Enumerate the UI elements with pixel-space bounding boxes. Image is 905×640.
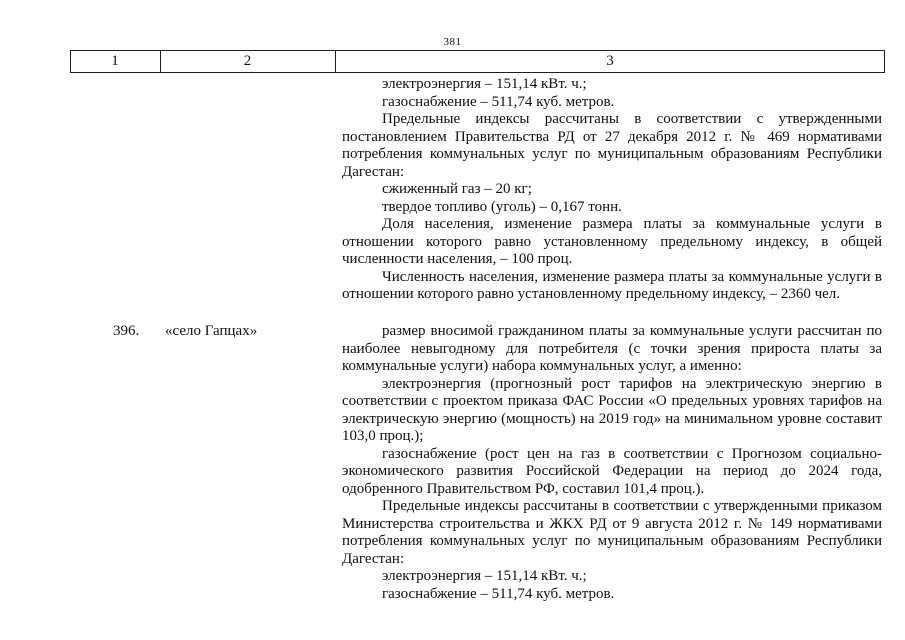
- header-col-3: 3: [606, 53, 614, 69]
- header-col-1: 1: [111, 53, 119, 69]
- page-number: 381: [443, 36, 462, 48]
- row-continuation-text: [342, 76, 882, 304]
- paragraph: газоснабжение (рост цен на газ в соответствии с Прогнозом социально-экономического развития Российской Федерации на период до 2024 года, одобренного Правительством РФ, составил 101,4 проц.).: [342, 445, 882, 497]
- paragraph: твердое топливо (уголь) – 0,167 тонн.: [382, 198, 622, 215]
- paragraph: газоснабжение – 511,74 куб. метров.: [382, 585, 615, 602]
- paragraph: электроэнергия (прогнозный рост тарифов на электрическую энергию в соответствии с проектом приказа ФАС России «О предельных уровнях тарифов на электрическую энергию (мощность) на 2019 год» на минимальном уровне составит 103,0 проц.);: [342, 375, 882, 444]
- paragraph: размер вносимой гражданином платы за коммунальные услуги рассчитан по наиболее невыгодному для потребителя (с точки зрения прироста платы за коммунальные услуги) набора коммунальных услуг, а именно:: [342, 323, 882, 374]
- paragraph: Доля населения, изменение размера платы за коммунальные услуги в отношении которого равно установленному предельному индексу, в общей численности населения, – 100 проц.: [342, 216, 882, 267]
- paragraph: газоснабжение – 511,74 куб. метров.: [382, 93, 615, 110]
- row-settlement-name: «село Гапцах»: [165, 323, 258, 339]
- row-number: 396.: [113, 323, 140, 339]
- paragraph: электроэнергия – 151,14 кВт. ч.;: [382, 76, 587, 92]
- paragraph: сжиженный газ – 20 кг;: [382, 181, 532, 197]
- paragraph: Предельные индексы рассчитаны в соответствии с утвержденными приказом Министерства строительства и ЖКХ РД от 9 августа 2012 г. № 149 нормативами потребления коммунальных услуг по муниципальным образованиям Республики Дагестан:: [342, 498, 882, 567]
- paragraph: электроэнергия – 151,14 кВт. ч.;: [382, 568, 587, 584]
- row-settlement-text: [342, 323, 882, 603]
- header-col-2: 2: [243, 53, 252, 69]
- paragraph: Предельные индексы рассчитаны в соответствии с утвержденными постановлением Правительства РД от 27 декабря 2012 г. № 469 нормативами потребления коммунальных услуг по муниципальным образованиям Республики Дагестан:: [342, 111, 882, 180]
- paragraph: Численность населения, изменение размера платы за коммунальные услуги в отношении которого равно установленному предельному индексу, – 2360 чел.: [342, 268, 882, 302]
